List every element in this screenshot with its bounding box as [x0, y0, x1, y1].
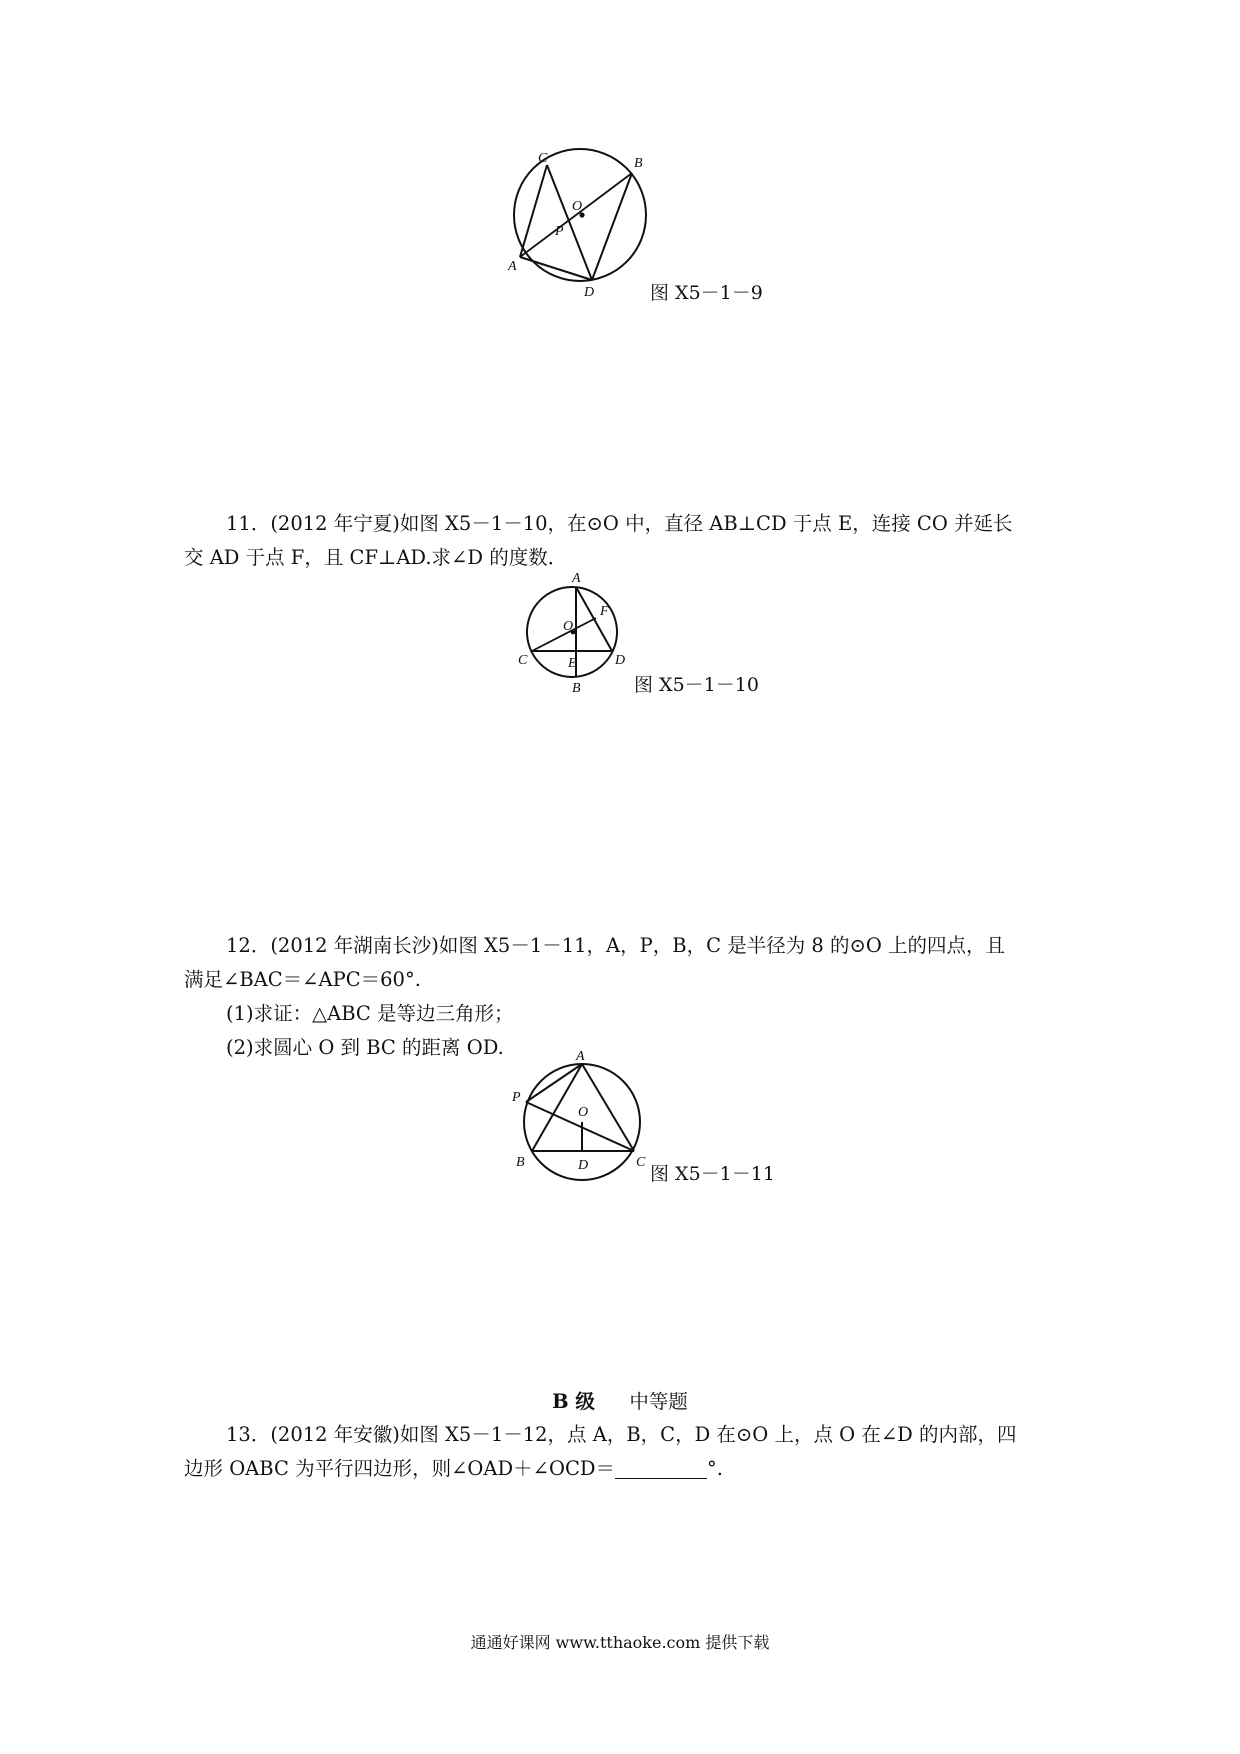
label-a: A — [576, 1049, 585, 1064]
circle-diagram-10 — [520, 570, 640, 696]
label-o: O — [578, 1105, 589, 1120]
problem-12-line2: 满足∠BAC＝∠APC＝60°. — [184, 968, 421, 991]
label-f: F — [600, 604, 609, 619]
section-level: B 级 — [552, 1390, 595, 1413]
circle-diagram-11 — [510, 1045, 660, 1195]
figure-caption-10: 图 X5－1－10 — [634, 674, 759, 696]
problem-11-line1: 11．(2012 年宁夏)如图 X5－1－10，在⊙O 中，直径 AB⊥CD 于点 E，连接 CO 并延长 — [226, 512, 1013, 535]
problem-11-line2: 交 AD 于点 F，且 CF⊥AD.求∠D 的度数． — [184, 546, 568, 569]
answer-blank[interactable] — [615, 1459, 707, 1480]
label-o: O — [572, 199, 583, 214]
label-b: B — [516, 1155, 525, 1170]
problem-13-line2-end: °. — [707, 1457, 723, 1480]
label-d: D — [584, 285, 595, 300]
page-footer: 通通好课网 www.tthaoke.com 提供下载 — [470, 1633, 770, 1652]
label-e: E — [568, 656, 577, 671]
problem-13-line1: 13．(2012 年安徽)如图 X5－1－12，点 A，B，C，D 在⊙O 上，点 O 在∠D 的内部，四 — [226, 1423, 1017, 1446]
label-p: P — [555, 224, 564, 239]
section-heading — [0, 1386, 1240, 1414]
label-b: B — [572, 681, 581, 696]
figure-x5-1-11 — [510, 1045, 660, 1195]
label-o: O — [563, 619, 574, 634]
figure-x5-1-10 — [520, 570, 640, 696]
problem-12-part2: (2)求圆心 O 到 BC 的距离 OD. — [226, 1036, 504, 1059]
label-d: D — [615, 653, 626, 668]
problem-12-part1: (1)求证：△ABC 是等边三角形； — [226, 1002, 514, 1025]
label-p: P — [512, 1090, 521, 1105]
problem-12-line1: 12．(2012 年湖南长沙)如图 X5－1－11，A，P，B，C 是半径为 8 的⊙O 上的四点，且 — [226, 934, 1006, 957]
figure-caption-11: 图 X5－1－11 — [650, 1163, 775, 1185]
label-a: A — [508, 259, 517, 274]
label-c: C — [538, 151, 548, 166]
circle-diagram-9 — [500, 150, 660, 300]
label-b: B — [634, 156, 643, 171]
figure-x5-1-9 — [500, 150, 660, 300]
problem-13-line2 — [184, 1452, 1064, 1486]
problem-13 — [184, 1418, 1064, 1486]
label-d: D — [578, 1158, 589, 1173]
problem-13-line2-text: 边形 OABC 为平行四边形，则∠OAD＋∠OCD＝ — [184, 1457, 615, 1480]
label-a: A — [572, 571, 581, 586]
problem-11 — [184, 507, 1064, 575]
label-c: C — [636, 1155, 646, 1170]
section-title: 中等题 — [629, 1390, 688, 1413]
label-c: C — [518, 653, 528, 668]
figure-caption-9: 图 X5－1－9 — [650, 282, 763, 304]
